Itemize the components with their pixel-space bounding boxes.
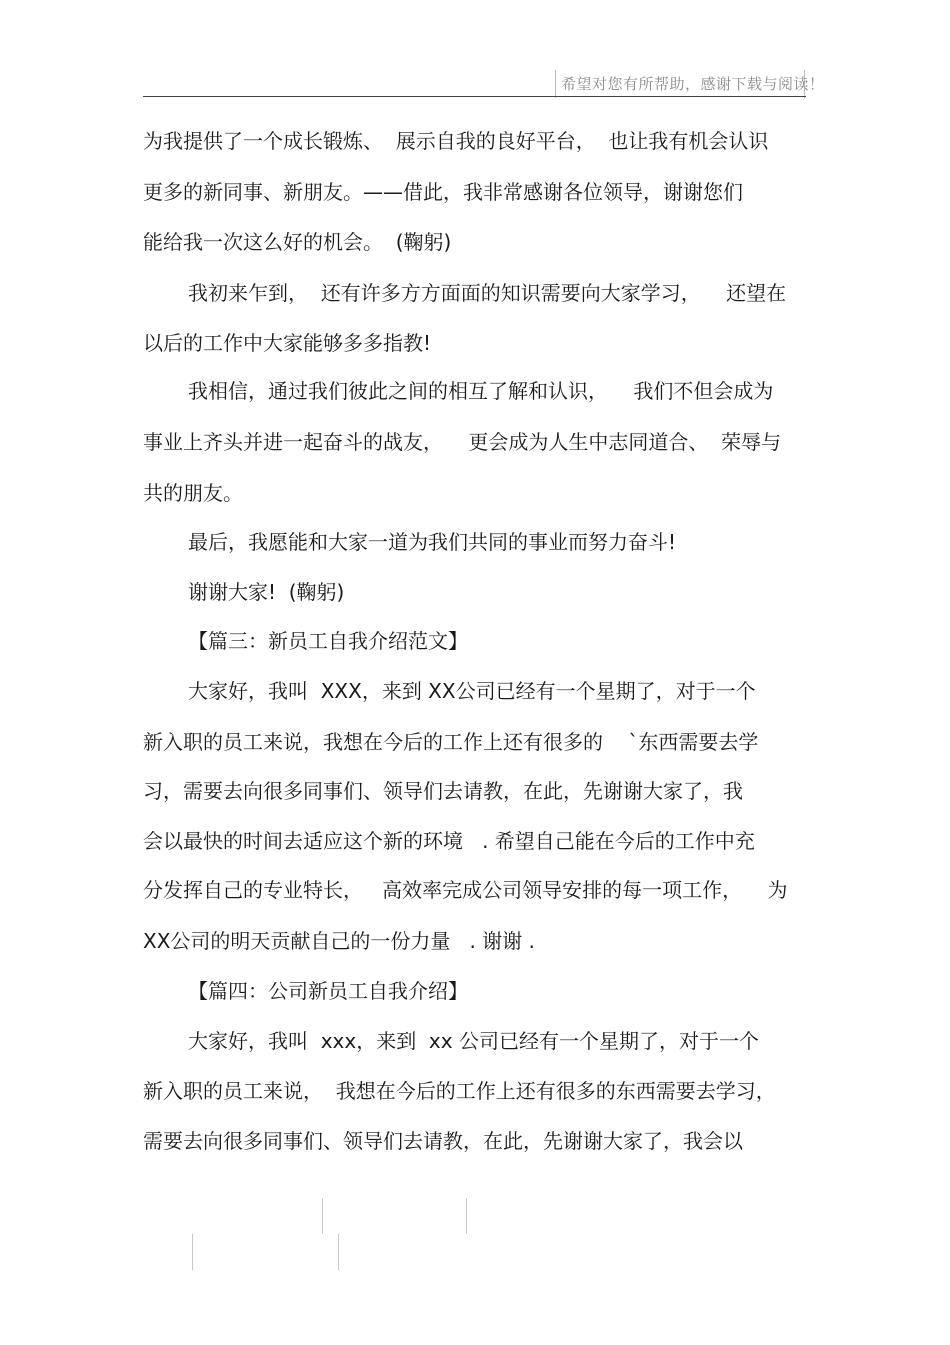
paragraph-line: 能给我一次这么好的机会。 (鞠躬) [143,230,452,254]
paragraph-line: 事业上齐头并进一起奋斗的战友， 更会成为人生中志同道合、 荣辱与 [143,430,782,454]
section-heading: 【篇四：公司新员工自我介绍】 [188,979,468,1003]
paragraph-line: 分发挥自己的专业特长， 高效率完成公司领导安排的每一项工作， 为 [143,878,788,902]
paragraph-line: 习，需要去向很多同事们、领导们去请教，在此，先谢谢大家了，我 [143,779,743,803]
paragraph-line: 我初来乍到， 还有许多方方面面的知识需要向大家学习， 还望在 [188,281,787,305]
paragraph-line: 大家好，我叫 XXX，来到 XX公司已经有一个星期了，对于一个 [188,679,756,703]
paragraph-line: 大家好，我叫 xxx，来到 xx 公司已经有一个星期了，对于一个 [188,1029,759,1053]
table-rule [322,1198,323,1234]
paragraph-line: 最后，我愿能和大家一道为我们共同的事业而努力奋斗! [188,530,677,554]
paragraph-line: XX公司的明天贡献自己的一份力量 . 谢谢 . [143,929,535,953]
paragraph-line: 新入职的员工来说， 我想在今后的工作上还有很多的东西需要去学习， [143,1079,776,1103]
paragraph-line: 新入职的员工来说，我想在今后的工作上还有很多的 `东西需要去学 [143,730,759,754]
section-heading: 【篇三：新员工自我介绍范文】 [188,629,468,653]
paragraph-line: 需要去向很多同事们、领导们去请教，在此，先谢谢大家了，我会以 [143,1129,743,1153]
paragraph-line: 以后的工作中大家能够多多指教! [143,331,432,355]
header-note: 希望对您有所帮助，感谢下载与阅读！ [561,75,825,93]
paragraph-line: 我相信，通过我们彼此之间的相互了解和认识， 我们不但会成为 [188,379,774,403]
table-rule [338,1234,339,1270]
paragraph-line: 谢谢大家! (鞠躬) [188,580,345,604]
paragraph-line: 共的朋友。 [143,481,243,505]
table-rule [466,1198,467,1234]
header-divider [143,96,806,97]
table-rule [192,1234,193,1270]
paragraph-line: 会以最快的时间去适应这个新的环境 . 希望自己能在今后的工作中充 [143,829,755,853]
paragraph-line: 为我提供了一个成长锻炼、 展示自我的良好平台， 也让我有机会认识 [143,129,769,153]
paragraph-line: 更多的新同事、新朋友。——借此，我非常感谢各位领导，谢谢您们 [143,180,743,204]
